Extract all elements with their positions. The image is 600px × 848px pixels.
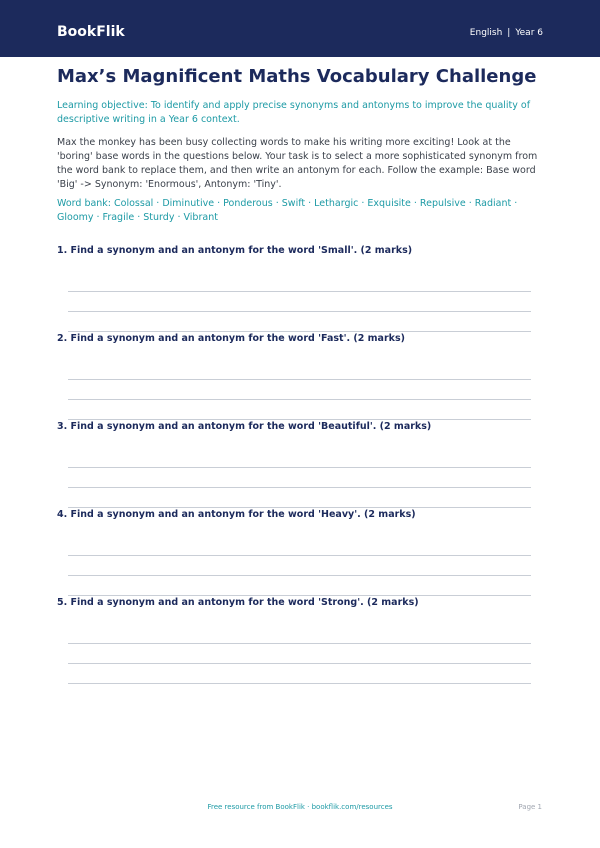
- question-4: [57, 508, 543, 521]
- page-footer: [0, 802, 600, 816]
- answer-line[interactable]: [68, 663, 531, 664]
- word-bank: Word bank: Colossal · Diminutive · Ponderous · Swift · Lethargic · Exquisite · Repulsive · Radiant · Gloomy · Fragile · Sturdy · Vibrant: [57, 198, 518, 223]
- answer-line[interactable]: [68, 467, 531, 468]
- answer-line[interactable]: [68, 555, 531, 556]
- question-3: [57, 420, 543, 433]
- answer-line[interactable]: [68, 643, 531, 644]
- learning-objective: Learning objective: To identify and apply precise synonyms and antonyms to improve the quality of descriptive writing in a Year 6 context.: [57, 100, 531, 125]
- answer-line[interactable]: [68, 399, 531, 400]
- question-text: 5. Find a synonym and an antonym for the word 'Strong'. (2 marks): [57, 597, 419, 608]
- answer-line[interactable]: [68, 575, 531, 576]
- question-text: 4. Find a synonym and an antonym for the word 'Heavy'. (2 marks): [57, 509, 416, 520]
- year-label: Year 6: [515, 28, 543, 38]
- subject-year-label: [470, 27, 543, 39]
- answer-line[interactable]: [68, 311, 531, 312]
- answer-line[interactable]: [68, 379, 531, 380]
- page-number: Page 1: [518, 803, 542, 811]
- footer-credit-link[interactable]: Free resource from BookFlik · bookflik.com/resources: [207, 803, 393, 811]
- question-text: 1. Find a synonym and an antonym for the word 'Small'. (2 marks): [57, 245, 413, 256]
- answer-line[interactable]: [68, 291, 531, 292]
- question-text: 3. Find a synonym and an antonym for the word 'Beautiful'. (2 marks): [57, 421, 432, 432]
- question-text: 2. Find a synonym and an antonym for the word 'Fast'. (2 marks): [57, 333, 405, 344]
- answer-line[interactable]: [68, 487, 531, 488]
- answer-line[interactable]: [68, 683, 531, 684]
- meta-separator: |: [507, 28, 511, 38]
- worksheet-title: Max’s Magnificent Maths Vocabulary Challenge: [57, 66, 537, 87]
- question-1: [57, 244, 543, 257]
- subject-label: English: [469, 28, 503, 38]
- brand-logo: BookFlik: [57, 24, 125, 40]
- page-header: [0, 0, 600, 57]
- question-2: [57, 332, 543, 345]
- question-5: [57, 596, 543, 609]
- instructions-paragraph: Max the monkey has been busy collecting words to make his writing more exciting! Look at the 'boring' base words in the questions below. Your task is to select a more sophisticated synonym from the word bank to replace them, and then write an antonym for each. Follow the example: Base word 'Big' -> Synonym: 'Enormous', Antonym: 'Tiny'.: [57, 137, 538, 190]
